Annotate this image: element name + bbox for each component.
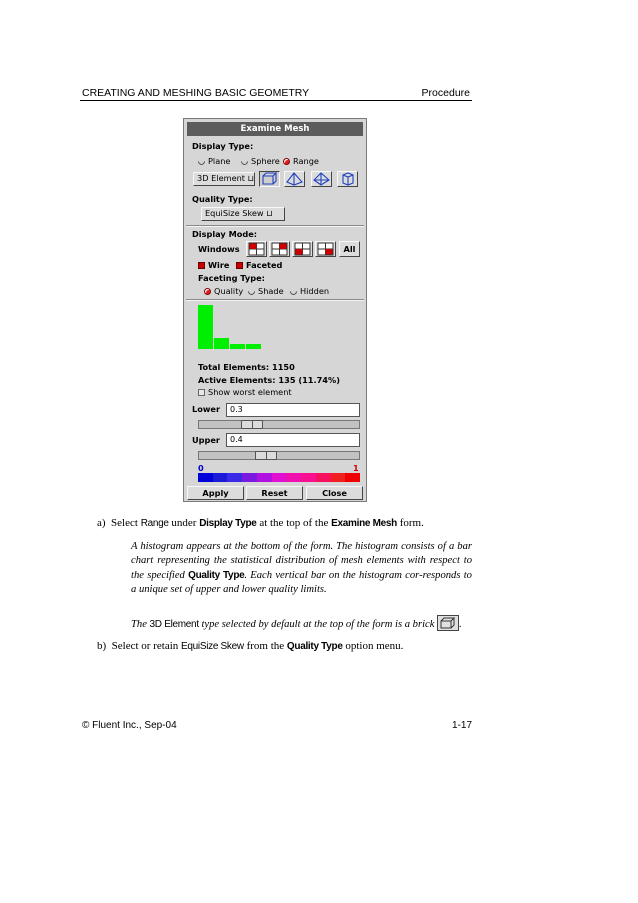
wire-checkbox[interactable]: Wire [198,260,229,270]
quality-type-label: Quality Type: [192,194,253,204]
radio-on-icon [283,158,290,165]
histogram-explanation: A histogram appears at the bottom of the form. The histogram consists of a bar chart representing the statistical distribution of mesh elements with respect to the specified Quality Type. Each vertical bar on the histogram cor-responds to a unique set of upper and lower quality limits. [131,541,472,596]
color-swatch [213,473,228,482]
step-a: a) Select Range under Display Type at the top of the Examine Mesh form. [97,517,424,529]
radio-off-icon [240,157,250,167]
lower-label: Lower [192,404,220,414]
color-swatch [198,473,213,482]
radio-shade[interactable]: Shade [248,286,284,296]
window-top-right-button[interactable] [269,241,290,257]
step-b: b) Select or retain EquiSize Skew from the Quality Type option menu. [97,640,404,652]
radio-quality[interactable]: Quality [204,286,243,296]
option-menu-icon: ⊔ [247,173,255,183]
radio-off-icon [247,287,257,297]
histogram-bar [246,344,261,349]
windows-label: Windows [198,244,240,254]
color-swatch [345,473,360,482]
color-swatch [286,473,301,482]
window-bottom-right-button[interactable] [315,241,336,257]
histogram-bar [230,344,245,349]
prism-icon[interactable] [337,171,358,187]
total-elements: Total Elements: 1150 [198,362,295,372]
header-title: CREATING AND MESHING BASIC GEOMETRY [82,87,310,99]
slider-thumb[interactable] [241,420,263,429]
button-bar [187,486,363,500]
histogram-bar [214,338,229,349]
upper-slider[interactable] [198,451,360,460]
radio-off-icon [197,157,207,167]
examine-mesh-form [183,118,367,502]
window-bottom-left-button[interactable] [292,241,313,257]
color-swatch [242,473,257,482]
divider [186,225,364,227]
radio-hidden[interactable]: Hidden [290,286,329,296]
quality-type-dropdown[interactable]: EquiSize Skew ⊔ [201,207,285,221]
window-top-left-button[interactable] [246,241,267,257]
radio-on-icon [204,288,211,295]
color-swatch [301,473,316,482]
color-swatch [331,473,346,482]
histogram [198,305,358,359]
brick-icon[interactable] [259,171,280,187]
slider-thumb[interactable] [255,451,277,460]
checkbox-on-icon [198,262,205,269]
divider [186,299,364,301]
upper-input[interactable]: 0.4 [226,433,360,447]
radio-sphere[interactable]: Sphere [241,156,280,166]
colorbar-max: 1 [353,463,359,473]
radio-off-icon [289,287,299,297]
pyramid-icon[interactable] [311,171,332,187]
brick-note: The 3D Element type selected by default at the top of the form is a brick . [131,615,472,632]
display-mode-label: Display Mode: [192,229,258,239]
page-header [80,87,472,101]
brick-icon [437,615,459,631]
apply-button[interactable]: Apply [187,486,244,500]
radio-plane[interactable]: Plane [198,156,230,166]
element-type-dropdown[interactable]: 3D Element ⊔ [193,172,255,186]
color-swatch [227,473,242,482]
color-swatch [257,473,272,482]
footer-copyright: © Fluent Inc., Sep-04 [82,720,177,731]
radio-range[interactable]: Range [283,156,319,166]
checkbox-off-icon [198,389,205,396]
option-menu-icon: ⊔ [266,208,273,218]
color-swatch [272,473,287,482]
checkbox-on-icon [236,262,243,269]
show-worst-checkbox[interactable]: Show worst element [198,387,292,397]
colorbar-min: 0 [198,463,204,473]
lower-input[interactable]: 0.3 [226,403,360,417]
histogram-bar [198,305,213,349]
close-button[interactable]: Close [306,486,363,500]
page-footer [82,720,472,731]
faceted-checkbox[interactable]: Faceted [236,260,282,270]
reset-button[interactable]: Reset [246,486,303,500]
header-section: Procedure [421,87,470,99]
tetra-icon[interactable] [284,171,305,187]
page-number: 1-17 [451,720,472,731]
color-swatch [316,473,331,482]
windows-all-button[interactable]: All [339,241,360,257]
active-elements: Active Elements: 135 (11.74%) [198,375,340,385]
lower-slider[interactable] [198,420,360,429]
form-title: Examine Mesh [187,122,363,136]
display-type-label: Display Type: [192,141,254,151]
color-scale-bar [198,473,360,482]
faceting-type-label: Faceting Type: [198,273,265,283]
upper-label: Upper [192,435,220,445]
